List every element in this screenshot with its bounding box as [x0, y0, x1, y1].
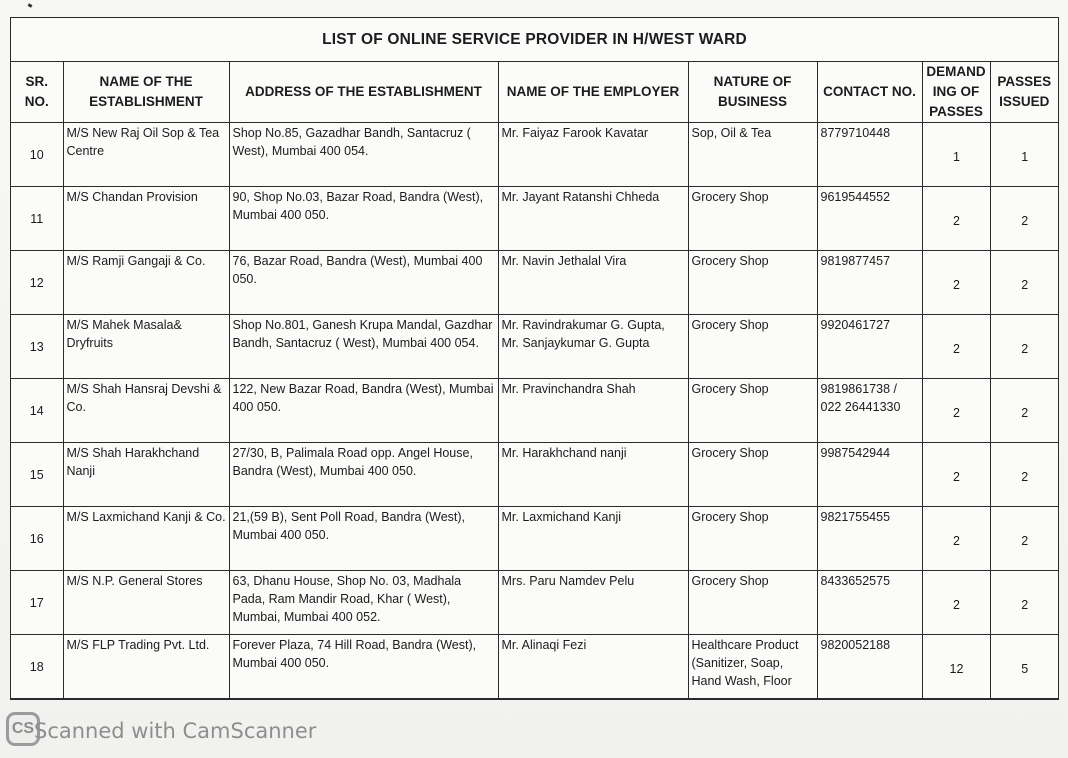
- camscanner-logo-icon: CS: [6, 712, 40, 746]
- header-employer: NAME OF THE EMPLOYER: [498, 62, 688, 123]
- cell-issued: 2: [990, 507, 1058, 571]
- cell-demanding: 2: [922, 571, 990, 635]
- cell-contact: 9819861738 / 022 26441330: [817, 379, 922, 443]
- cell-demanding: 2: [922, 443, 990, 507]
- cell-establishment-name: M/S Mahek Masala& Dryfruits: [63, 315, 229, 379]
- cell-issued: 1: [990, 123, 1058, 187]
- cell-address: 27/30, B, Palimala Road opp. Angel House, Bandra (West), Mumbai 400 050.: [229, 443, 498, 507]
- table-row: [11, 571, 1058, 635]
- cell-employer: Mr. Pravinchandra Shah: [498, 379, 688, 443]
- header-address: ADDRESS OF THE ESTABLISHMENT: [229, 62, 498, 123]
- cell-establishment-name: M/S FLP Trading Pvt. Ltd.: [63, 635, 229, 699]
- cell-sr-no: 18: [11, 635, 63, 699]
- table-row: [11, 251, 1058, 315]
- scan-speck: [28, 3, 33, 8]
- cell-address: Forever Plaza, 74 Hill Road, Bandra (West), Mumbai 400 050.: [229, 635, 498, 699]
- cell-demanding: 2: [922, 315, 990, 379]
- cell-sr-no: 13: [11, 315, 63, 379]
- cell-contact: 9987542944: [817, 443, 922, 507]
- table-row: [11, 635, 1058, 699]
- cell-issued: 5: [990, 635, 1058, 699]
- cell-business: Grocery Shop: [688, 379, 817, 443]
- table-row: [11, 187, 1058, 251]
- cell-employer: Mr. Laxmichand Kanji: [498, 507, 688, 571]
- cell-address: 76, Bazar Road, Bandra (West), Mumbai 400 050.: [229, 251, 498, 315]
- cell-demanding: 2: [922, 507, 990, 571]
- cell-issued: 2: [990, 571, 1058, 635]
- cell-employer: Mrs. Paru Namdev Pelu: [498, 571, 688, 635]
- cell-demanding: 12: [922, 635, 990, 699]
- cell-business: Healthcare Product (Sanitizer, Soap, Hand Wash, Floor: [688, 635, 817, 699]
- document-sheet: [10, 17, 1059, 700]
- cell-business: Grocery Shop: [688, 443, 817, 507]
- cell-address: 21,(59 B), Sent Poll Road, Bandra (West), Mumbai 400 050.: [229, 507, 498, 571]
- cell-contact: 9821755455: [817, 507, 922, 571]
- cell-address: Shop No.85, Gazadhar Bandh, Santacruz ( West), Mumbai 400 054.: [229, 123, 498, 187]
- cell-demanding: 2: [922, 379, 990, 443]
- cell-establishment-name: M/S New Raj Oil Sop & Tea Centre: [63, 123, 229, 187]
- header-business: NATURE OF BUSINESS: [688, 62, 817, 123]
- cell-contact: 8779710448: [817, 123, 922, 187]
- table-row: [11, 379, 1058, 443]
- cell-address: 122, New Bazar Road, Bandra (West), Mumbai 400 050.: [229, 379, 498, 443]
- cell-establishment-name: M/S Shah Harakhchand Nanji: [63, 443, 229, 507]
- table-row: [11, 443, 1058, 507]
- table-row: [11, 315, 1058, 379]
- cell-establishment-name: M/S N.P. General Stores: [63, 571, 229, 635]
- cell-establishment-name: M/S Ramji Gangaji & Co.: [63, 251, 229, 315]
- cell-employer: Mr. Jayant Ratanshi Chheda: [498, 187, 688, 251]
- cell-address: 63, Dhanu House, Shop No. 03, Madhala Pada, Ram Mandir Road, Khar ( West), Mumbai, Mumbai 400 052.: [229, 571, 498, 635]
- cell-business: Sop, Oil & Tea: [688, 123, 817, 187]
- cell-sr-no: 12: [11, 251, 63, 315]
- table-row: [11, 123, 1058, 187]
- cell-employer: Mr. Harakhchand nanji: [498, 443, 688, 507]
- cell-employer: Mr. Faiyaz Farook Kavatar: [498, 123, 688, 187]
- cell-demanding: 2: [922, 187, 990, 251]
- cell-sr-no: 11: [11, 187, 63, 251]
- cell-business: Grocery Shop: [688, 507, 817, 571]
- cell-sr-no: 10: [11, 123, 63, 187]
- cell-business: Grocery Shop: [688, 187, 817, 251]
- cell-sr-no: 14: [11, 379, 63, 443]
- document-title: LIST OF ONLINE SERVICE PROVIDER IN H/WEST WARD: [11, 18, 1058, 62]
- header-sr-no: SR. NO.: [11, 62, 63, 123]
- cell-sr-no: 15: [11, 443, 63, 507]
- cell-issued: 2: [990, 315, 1058, 379]
- cell-employer: Mr. Navin Jethalal Vira: [498, 251, 688, 315]
- cell-demanding: 1: [922, 123, 990, 187]
- cell-contact: 9920461727: [817, 315, 922, 379]
- cell-business: Grocery Shop: [688, 251, 817, 315]
- cell-contact: 9619544552: [817, 187, 922, 251]
- cell-sr-no: 16: [11, 507, 63, 571]
- header-establishment-name: NAME OF THE ESTABLISHMENT: [63, 62, 229, 123]
- cell-employer: Mr. Ravindrakumar G. Gupta, Mr. Sanjaykumar G. Gupta: [498, 315, 688, 379]
- cell-establishment-name: M/S Shah Hansraj Devshi & Co.: [63, 379, 229, 443]
- cell-business: Grocery Shop: [688, 571, 817, 635]
- service-provider-table: [11, 62, 1058, 699]
- cell-issued: 2: [990, 251, 1058, 315]
- header-contact: CONTACT NO.: [817, 62, 922, 123]
- cell-sr-no: 17: [11, 571, 63, 635]
- cell-contact: 8433652575: [817, 571, 922, 635]
- cell-issued: 2: [990, 443, 1058, 507]
- scanner-watermark: Scanned with CamScanner: [34, 719, 317, 743]
- cell-business: Grocery Shop: [688, 315, 817, 379]
- cell-contact: 9820052188: [817, 635, 922, 699]
- header-demanding-passes: DEMAND ING OF PASSES: [922, 62, 990, 123]
- cell-demanding: 2: [922, 251, 990, 315]
- header-passes-issued: PASSES ISSUED: [990, 62, 1058, 123]
- cell-issued: 2: [990, 379, 1058, 443]
- table-row: [11, 507, 1058, 571]
- cell-establishment-name: M/S Chandan Provision: [63, 187, 229, 251]
- cell-issued: 2: [990, 187, 1058, 251]
- cell-address: Shop No.801, Ganesh Krupa Mandal, Gazdhar Bandh, Santacruz ( West), Mumbai 400 054.: [229, 315, 498, 379]
- cell-employer: Mr. Alinaqi Fezi: [498, 635, 688, 699]
- cell-address: 90, Shop No.03, Bazar Road, Bandra (West), Mumbai 400 050.: [229, 187, 498, 251]
- cell-contact: 9819877457: [817, 251, 922, 315]
- table-header-row: [11, 62, 1058, 123]
- cell-establishment-name: M/S Laxmichand Kanji & Co.: [63, 507, 229, 571]
